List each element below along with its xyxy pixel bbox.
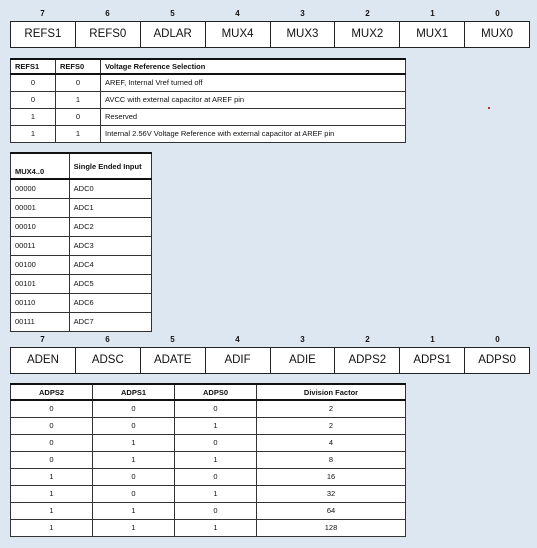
table-cell: 0 (175, 468, 257, 485)
table-header-row (11, 59, 406, 74)
table-cell: Internal 2.56V Voltage Reference with external capacitor at AREF pin (101, 125, 406, 142)
bit-number: 7 (40, 9, 45, 18)
table-cell: 32 (257, 485, 406, 502)
table-cell: 8 (257, 451, 406, 468)
table-cell: ADC5 (69, 274, 151, 293)
bit-name: MUX0 (464, 22, 529, 47)
table-cell: 0 (93, 417, 175, 434)
table-header-row (11, 153, 152, 179)
table-cell: 0 (93, 400, 175, 417)
column-header: REFS1 (11, 59, 56, 74)
table-cell: 1 (93, 519, 175, 536)
table-row (11, 236, 152, 255)
table-row (11, 417, 406, 434)
bit-name: ADSC (75, 348, 140, 373)
table-cell: ADC1 (69, 198, 151, 217)
table-cell: 1 (175, 451, 257, 468)
bit-name: REFS0 (75, 22, 140, 47)
bit-number: 7 (40, 335, 45, 344)
table-cell: 1 (93, 434, 175, 451)
stray-mark (488, 107, 490, 109)
table-cell: 00100 (11, 255, 70, 274)
bit-name: REFS1 (24, 28, 62, 40)
bit-number: 4 (235, 335, 240, 344)
bit-number: 5 (170, 9, 175, 18)
table-row (11, 217, 152, 236)
table-row (11, 255, 152, 274)
bit-number: 1 (430, 9, 435, 18)
table-cell: 00001 (11, 198, 70, 217)
table-row (11, 198, 152, 217)
table-cell: 0 (11, 434, 93, 451)
table-cell: 0 (11, 74, 56, 91)
table-cell: 00101 (11, 274, 70, 293)
column-header: ADPS0 (175, 384, 257, 400)
table-cell: 4 (257, 434, 406, 451)
table-cell: 0 (11, 451, 93, 468)
bit-name: MUX2 (334, 22, 399, 47)
table-cell: 00111 (11, 312, 70, 331)
table-row (11, 312, 152, 331)
table-cell: 00011 (11, 236, 70, 255)
bit-name: ADPS0 (464, 348, 529, 373)
table-row (11, 179, 152, 198)
bit-number: 2 (365, 9, 370, 18)
column-header: ADPS1 (93, 384, 175, 400)
table-cell: 128 (257, 519, 406, 536)
table-cell: 1 (93, 502, 175, 519)
table-cell: 0 (93, 485, 175, 502)
bit-name: MUX3 (270, 22, 335, 47)
bit-name: ADLAR (140, 22, 205, 47)
table-cell: 2 (257, 417, 406, 434)
table-row (11, 125, 406, 142)
bit-number: 4 (235, 9, 240, 18)
column-header: Voltage Reference Selection (101, 59, 406, 74)
table-cell: 0 (56, 108, 101, 125)
bit-number: 1 (430, 335, 435, 344)
bit-name: MUX1 (399, 22, 464, 47)
prescaler-division-table (10, 383, 406, 537)
table-row (11, 434, 406, 451)
table-cell: 1 (11, 108, 56, 125)
table-row (11, 485, 406, 502)
table-cell: 0 (11, 400, 93, 417)
table-cell: 1 (175, 417, 257, 434)
table-cell: 00010 (11, 217, 70, 236)
table-cell: 16 (257, 468, 406, 485)
table-cell: 00000 (11, 179, 70, 198)
admux-bit-numbers (10, 8, 530, 20)
table-row (11, 74, 406, 91)
bit-name: MUX4 (205, 22, 270, 47)
adcsra-bit-numbers (10, 334, 530, 346)
table-cell: 1 (175, 519, 257, 536)
table-cell: 1 (56, 91, 101, 108)
table-row (11, 468, 406, 485)
bit-name: ADATE (140, 348, 205, 373)
table-row (11, 451, 406, 468)
table-cell: 64 (257, 502, 406, 519)
table-row (11, 293, 152, 312)
bit-name: ADIE (270, 348, 335, 373)
bit-number: 6 (105, 335, 110, 344)
table-cell: 0 (175, 502, 257, 519)
bit-number: 6 (105, 9, 110, 18)
table-cell: 1 (11, 485, 93, 502)
table-cell: ADC6 (69, 293, 151, 312)
table-cell: Reserved (101, 108, 406, 125)
table-cell: 0 (11, 417, 93, 434)
table-row (11, 502, 406, 519)
table-cell: 0 (93, 468, 175, 485)
table-row (11, 108, 406, 125)
bit-number: 3 (300, 335, 305, 344)
table-cell: 1 (11, 468, 93, 485)
mux-input-table (10, 152, 152, 332)
table-cell: ADC4 (69, 255, 151, 274)
table-cell: ADC2 (69, 217, 151, 236)
table-cell: 1 (175, 485, 257, 502)
table-cell: ADC3 (69, 236, 151, 255)
table-cell: ADC7 (69, 312, 151, 331)
column-header: ADPS2 (11, 384, 93, 400)
bit-name: ADPS1 (399, 348, 464, 373)
table-row (11, 519, 406, 536)
table-cell: AVCC with external capacitor at AREF pin (101, 91, 406, 108)
table-cell: 1 (93, 451, 175, 468)
bit-number: 3 (300, 9, 305, 18)
column-header: Division Factor (257, 384, 406, 400)
table-cell: 1 (11, 502, 93, 519)
table-cell: ADC0 (69, 179, 151, 198)
table-cell: 0 (11, 91, 56, 108)
admux-register (10, 21, 530, 48)
table-row (11, 91, 406, 108)
table-cell: 1 (11, 125, 56, 142)
table-cell: 0 (175, 434, 257, 451)
table-cell: 2 (257, 400, 406, 417)
table-cell: AREF, Internal Vref turned off (101, 74, 406, 91)
table-cell: 1 (11, 519, 93, 536)
bit-name: ADIF (205, 348, 270, 373)
voltage-reference-table (10, 58, 406, 143)
bit-name: ADEN (26, 354, 59, 366)
adcsra-register (10, 347, 530, 374)
table-header-row (11, 384, 406, 400)
bit-number: 2 (365, 335, 370, 344)
table-cell: 0 (56, 74, 101, 91)
column-header: REFS0 (56, 59, 101, 74)
table-row (11, 400, 406, 417)
table-cell: 00110 (11, 293, 70, 312)
table-cell: 1 (56, 125, 101, 142)
table-row (11, 274, 152, 293)
bit-number: 0 (495, 335, 500, 344)
bit-number: 5 (170, 335, 175, 344)
table-cell: 0 (175, 400, 257, 417)
column-header: Single Ended Input (69, 153, 151, 179)
bit-number: 0 (495, 9, 500, 18)
column-header: MUX4..0 (11, 153, 70, 179)
bit-name: ADPS2 (334, 348, 399, 373)
